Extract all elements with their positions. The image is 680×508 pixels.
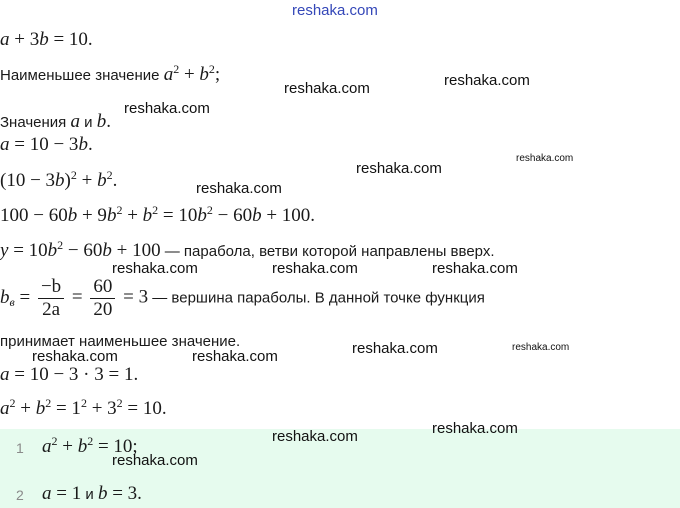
watermark: reshaka.com: [32, 348, 118, 365]
watermark: reshaka.com: [192, 348, 278, 365]
equation-express-a: a = 10 − 3b.: [0, 134, 93, 155]
answer-number: 2: [16, 487, 24, 503]
answer-item-2: a = 1 и b = 3.: [42, 483, 142, 504]
equation-expansion: $100 - 60b + 9b^2 + b^2 = 10b^2 - 60b + 100$.: [0, 203, 316, 226]
equation-a-value: a = 10 − 3 · 3 = 1.: [0, 364, 139, 385]
fraction-vertex-formula: $\frac{-b}{2a}$: [38, 276, 64, 321]
equation-substitution: $(10 - 3b)^2 + b^2$.: [0, 168, 118, 191]
minimum-statement: принимает наименьшее значение.: [0, 333, 241, 350]
watermark: reshaka.com: [432, 420, 518, 437]
vertex-formula: $b_в$ = $\frac{-b}{2a}$ = $\frac{60}{20}$ = 3 — вершина параболы. В данной точке функция: [0, 276, 485, 320]
watermark: reshaka.com: [196, 180, 282, 197]
watermark: reshaka.com: [352, 340, 438, 357]
task-statement: Наименьшее значение $a^2 + b^2$;: [0, 62, 221, 85]
equation-constraint: a + 3b = 10.: [0, 29, 93, 50]
watermark: reshaka.com: [356, 160, 442, 177]
watermark: reshaka.com: [444, 72, 530, 89]
watermark: reshaka.com: [512, 342, 570, 353]
fraction-vertex-value: $\frac{60}{20}$: [90, 276, 115, 321]
watermark: reshaka.com: [516, 153, 574, 164]
equation-minimum-value: $a^2 + b^2 = 1^2 + 3^2 = 10$.: [0, 396, 167, 419]
answer-item-1: $a^2 + b^2 = 10$;: [42, 434, 138, 457]
site-watermark-top[interactable]: reshaka.com: [292, 2, 378, 19]
parabola-statement: $y = 10b^2 - 60b + 100$ — парабола, ветви которой направлены вверх.: [0, 238, 495, 261]
watermark: reshaka.com: [432, 260, 518, 277]
watermark: reshaka.com: [124, 100, 210, 117]
watermark: reshaka.com: [112, 452, 198, 469]
answer-number: 1: [16, 440, 24, 456]
watermark: reshaka.com: [284, 80, 370, 97]
watermark: reshaka.com: [272, 260, 358, 277]
watermark: reshaka.com: [272, 428, 358, 445]
task-values: Значения a и b.: [0, 111, 111, 132]
watermark: reshaka.com: [112, 260, 198, 277]
